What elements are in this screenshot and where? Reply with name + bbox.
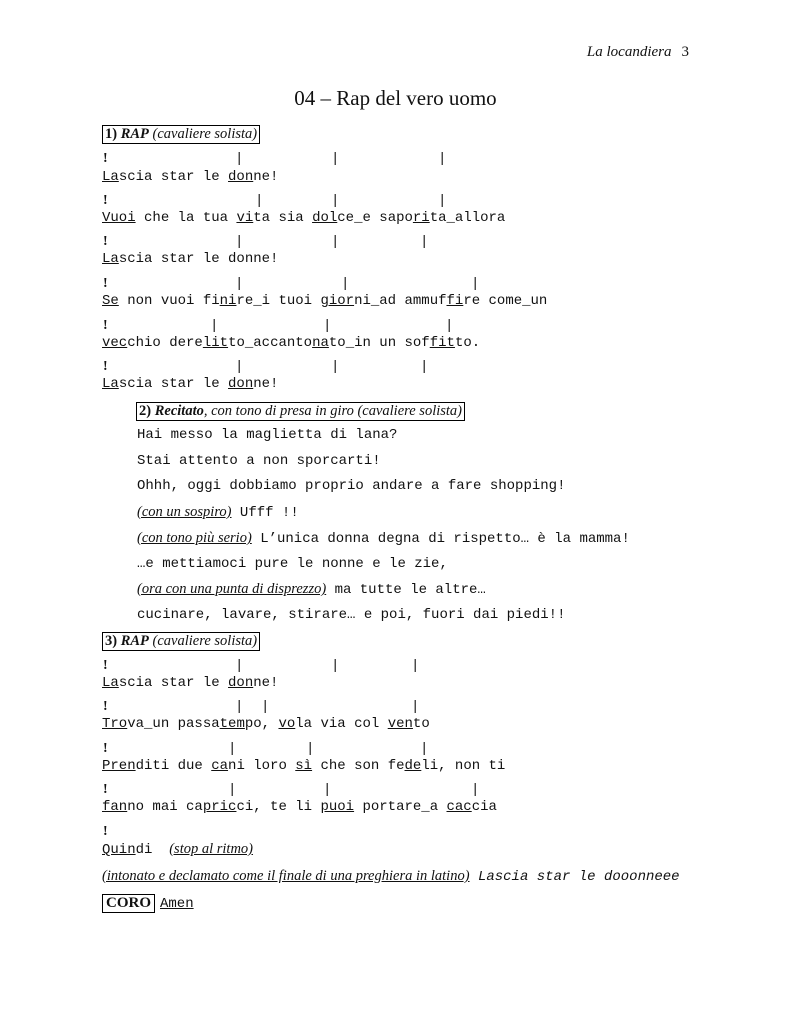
section-2-heading: 2) Recitato, con tono di presa in giro (cavaliere solista) — [136, 402, 465, 421]
beat-mark: | — [228, 782, 237, 798]
lyric-line: Prenditi due cani loro sì che son fedeli, non ti — [102, 758, 506, 774]
finale-line — [102, 868, 680, 885]
beat-mark: | — [235, 234, 244, 250]
beat-mark: | — [411, 699, 420, 715]
beat-mark: | — [438, 193, 447, 209]
beat-mark: | — [420, 234, 429, 250]
coro-text: Amen — [160, 896, 194, 912]
lyric-line: Lascia star le donne! — [102, 251, 279, 267]
beat-mark: | — [235, 658, 244, 674]
beat-mark: | — [438, 151, 447, 167]
beat-marks: ! — [103, 741, 108, 756]
beat-marks: ! — [103, 658, 108, 673]
stage-direction: (con un sospiro) — [137, 504, 232, 520]
section-3-heading: 3) RAP (cavaliere solista) — [102, 632, 260, 651]
page-number: 3 — [681, 44, 689, 60]
lyric-line: fanno mai capricci, te li puoi portare_a caccia — [102, 799, 497, 815]
lyric-line: vecchio derelitto_accantonato_in un soffitto. — [102, 335, 481, 351]
recitato-line: Stai attento a non sporcarti! — [137, 453, 381, 469]
lyric-line: Trova_un passatempo, vola via col vento — [102, 716, 430, 732]
beat-mark: | — [235, 699, 244, 715]
stage-direction: (con tono più serio) — [137, 530, 252, 546]
beat-mark: | — [235, 359, 244, 375]
beat-marks: ! — [103, 359, 108, 374]
beat-mark: | — [331, 658, 340, 674]
beat-mark: | — [323, 318, 332, 334]
recitato-line: (con tono più serio) L’unica donna degna di rispetto… è la mamma! — [137, 530, 630, 547]
beat-mark: | — [341, 276, 350, 292]
beat-marks: ! — [103, 193, 108, 208]
recitato-line: (ora con una punta di disprezzo) ma tutte le altre… — [137, 581, 486, 598]
beat-mark: | — [420, 359, 429, 375]
recitato-line: …e mettiamoci pure le nonne e le zie, — [137, 556, 448, 572]
beat-marks: ! — [103, 782, 108, 797]
beat-marks: ! — [103, 318, 108, 333]
lyric-line: Vuoi che la tua vita sia dolce_e saporita_allora — [102, 210, 506, 226]
beat-marks: ! — [103, 699, 108, 714]
section-1-heading: 1) RAP (cavaliere solista) — [102, 125, 260, 144]
coro-label: CORO — [102, 894, 155, 913]
recitato-line: Ohhh, oggi dobbiamo proprio andare a fare shopping! — [137, 478, 566, 494]
beat-mark: | — [331, 359, 340, 375]
lyric-line: Quindi (stop al ritmo) — [102, 841, 253, 858]
beat-mark: | — [420, 741, 429, 757]
beat-mark: | — [323, 782, 332, 798]
recitato-line: (con un sospiro) Ufff !! — [137, 504, 299, 521]
beat-mark: | — [445, 318, 454, 334]
beat-mark: | — [235, 276, 244, 292]
beat-mark: | — [235, 151, 244, 167]
beat-marks: ! — [103, 151, 108, 166]
page-header — [587, 44, 689, 61]
recitato-line: cucinare, lavare, stirare… e poi, fuori dai piedi!! — [137, 607, 566, 623]
song-title: 04 – Rap del vero uomo — [294, 86, 497, 110]
beat-mark: | — [411, 658, 420, 674]
lyric-line: Lascia star le donne! — [102, 675, 279, 691]
beat-mark: | — [210, 318, 219, 334]
beat-mark: | — [331, 193, 340, 209]
stage-direction: (ora con una punta di disprezzo) — [137, 581, 327, 597]
beat-mark: | — [228, 741, 237, 757]
beat-mark: | — [471, 276, 480, 292]
beat-mark: | — [255, 193, 264, 209]
beat-mark: | — [306, 741, 315, 757]
stage-direction: (stop al ritmo) — [169, 841, 253, 857]
stage-direction: (intonato e declamato come il finale di una preghiera in latino) — [102, 868, 470, 884]
beat-marks: ! — [103, 276, 108, 291]
beat-mark: | — [331, 151, 340, 167]
recitato-line: Hai messo la maglietta di lana? — [137, 427, 398, 443]
finale-text: Lascia star le dooonneee — [477, 869, 680, 885]
lyric-line: Lascia star le donne! — [102, 169, 279, 185]
beat-marks: ! — [103, 824, 108, 839]
beat-mark: | — [471, 782, 480, 798]
beat-mark: | — [261, 699, 270, 715]
beat-marks: ! — [103, 234, 108, 249]
beat-mark: | — [331, 234, 340, 250]
header-title: La locandiera — [586, 44, 672, 60]
lyric-line: Se non vuoi finire_i tuoi giorni_ad ammuffire come_un — [102, 293, 548, 309]
lyric-line: Lascia star le donne! — [102, 376, 279, 392]
